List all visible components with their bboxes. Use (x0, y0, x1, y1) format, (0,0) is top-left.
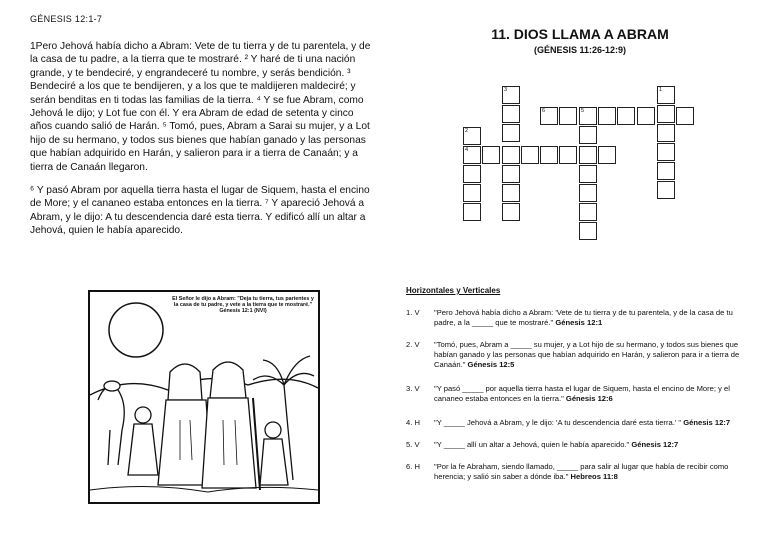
puzzle-title: 11. DIOS LLAMA A ABRAM (491, 26, 669, 42)
clue-label: 4. H (406, 418, 420, 427)
clue-label: 5. V (406, 440, 420, 449)
crossword-cell[interactable] (657, 162, 675, 180)
crossword-cell[interactable] (579, 203, 597, 221)
crossword-cell[interactable] (463, 127, 481, 145)
crossword-cell[interactable] (579, 146, 597, 164)
crossword-cell[interactable] (502, 146, 520, 164)
puzzle-subtitle: (GÉNESIS 11:26-12:9) (533, 45, 627, 55)
clue-label: 6. H (406, 462, 420, 471)
crossword-cell[interactable] (502, 203, 520, 221)
crossword-cell[interactable] (463, 146, 481, 164)
clue-item (406, 384, 751, 404)
crossword-cell[interactable] (559, 146, 577, 164)
clue-item (406, 418, 751, 428)
clue-text: "Por la fe Abraham, siendo llamado, _____ para salir al lugar que había de recibir como herencia; y salió sin saber a dónde iba." (434, 462, 729, 482)
crossword-cell[interactable] (521, 146, 539, 164)
crossword-cell[interactable] (598, 107, 616, 125)
clue-label: 2. V (406, 340, 420, 349)
crossword-cell[interactable] (579, 126, 597, 144)
crossword-cell[interactable] (502, 86, 520, 104)
clue-text: "Tomó, pues, Abram a _____ su mujer, y a Lot hijo de su hermano, y todos sus bienes que habían ganado y las personas que habían adquirido en Harán, y salieron para ir a tierra de Canaán." (434, 340, 740, 370)
clue-number: 2 (465, 128, 469, 134)
scripture-reference: GÉNESIS 12:1-7 (30, 14, 103, 24)
crossword-cell[interactable] (657, 143, 675, 161)
clue-reference: Génesis 12:7 (631, 440, 679, 449)
clue-reference: Génesis 12:1 (555, 318, 603, 328)
picture-caption: El Señor le dijo a Abram: "Deja tu tierra, tus parientes y la casa de tu padre, y vete a la tierra que te mostraré." Génesis 12:1 (NVI) (172, 296, 314, 315)
crossword-cell[interactable] (463, 165, 481, 183)
clue-item (406, 308, 751, 328)
crossword-cell[interactable] (463, 203, 481, 221)
crossword-cell[interactable] (502, 124, 520, 142)
crossword-cell[interactable] (579, 222, 597, 240)
clue-text: "Pero Jehová había dicho a Abram: 'Vete de tu tierra y de tu parentela, y de la casa de tu padre, a la _____ que te mostraré." (434, 308, 733, 328)
clue-number: 1 (659, 87, 663, 93)
clue-number: 6 (542, 108, 546, 114)
crossword-cell[interactable] (579, 184, 597, 202)
clues-heading: Horizontales y Verticales (406, 286, 501, 295)
crossword-cell[interactable] (657, 105, 675, 123)
clue-number: 4 (465, 147, 469, 153)
clue-text: "Y pasó _____ por aquella tierra hasta el lugar de Siquem, hasta el encino de More; y el cananeo estaba entonces en la tierra." (434, 384, 730, 404)
clue-reference: Génesis 12:5 (467, 360, 515, 370)
clue-text: "Y _____ allí un altar a Jehová, quien le había aparecido." (434, 440, 630, 449)
clue-text: "Y _____ Jehová a Abram, y le dijo: 'A tu descendencia daré esta tierra.' " (434, 418, 682, 427)
crossword-cell[interactable] (617, 107, 635, 125)
crossword-cell[interactable] (657, 181, 675, 199)
crossword-cell[interactable] (657, 86, 675, 104)
clue-number: 5 (581, 108, 585, 114)
crossword-cell[interactable] (598, 146, 616, 164)
clue-item (406, 340, 751, 371)
crossword-cell[interactable] (676, 107, 694, 125)
clue-reference: Génesis 12:6 (565, 394, 613, 404)
crossword-cell[interactable] (502, 105, 520, 123)
crossword-cell[interactable] (637, 107, 655, 125)
crossword-cell[interactable] (559, 107, 577, 125)
clue-label: 3. V (406, 384, 420, 393)
crossword-cell[interactable] (579, 107, 597, 125)
clue-number: 3 (504, 87, 508, 93)
crossword-cell[interactable] (502, 184, 520, 202)
crossword-cell[interactable] (657, 124, 675, 142)
crossword-cell[interactable] (579, 165, 597, 183)
crossword-cell[interactable] (463, 184, 481, 202)
clue-label: 1. V (406, 308, 420, 317)
clue-reference: Génesis 12:7 (683, 418, 731, 427)
crossword-cell[interactable] (540, 146, 558, 164)
crossword-cell[interactable] (540, 107, 558, 125)
clue-reference: Hebreos 11:8 (570, 472, 618, 482)
crossword-cell[interactable] (482, 146, 500, 164)
verse-paragraph-1: 1Pero Jehová había dicho a Abram: Vete de tu tierra y de tu parentela, y de la casa de tu padre, a la tierra que te mostraré. ² Y haré de ti una nación grande, y te bendeciré, y engrandeceré tu nombre, y serás bendición. ³ Bendeciré a los que te bendijeren, y a los que te maldijeren maldeciré; y serán benditas en ti todas las familias de la tierra. ⁴ Y se fue Abram, como Jehová le dijo; y Lot fue con él. Y era Abram de edad de setenta y cinco años cuando salió de Harán. ⁵ Tomó, pues, Abram a Sarai su mujer, y a Lot hijo de su hermano, y todos sus bienes que habían ganado y las personas que habían adquirido en Harán, y salieron para ir a tierra de Canaán; y a tierra de Canaán llegaron. (30, 41, 371, 173)
clue-item (406, 462, 751, 482)
clue-item (406, 440, 751, 450)
verse-paragraph-2: ⁶ Y pasó Abram por aquella tierra hasta el lugar de Siquem, hasta el encino de More; y el cananeo estaba entonces en la tierra. ⁷ Y apareció Jehová a Abram, y le dijo: A tu descendencia daré esta tierra. Y edificó allí un altar a Jehová, quien le había aparecido. (30, 185, 370, 237)
crossword-cell[interactable] (502, 165, 520, 183)
